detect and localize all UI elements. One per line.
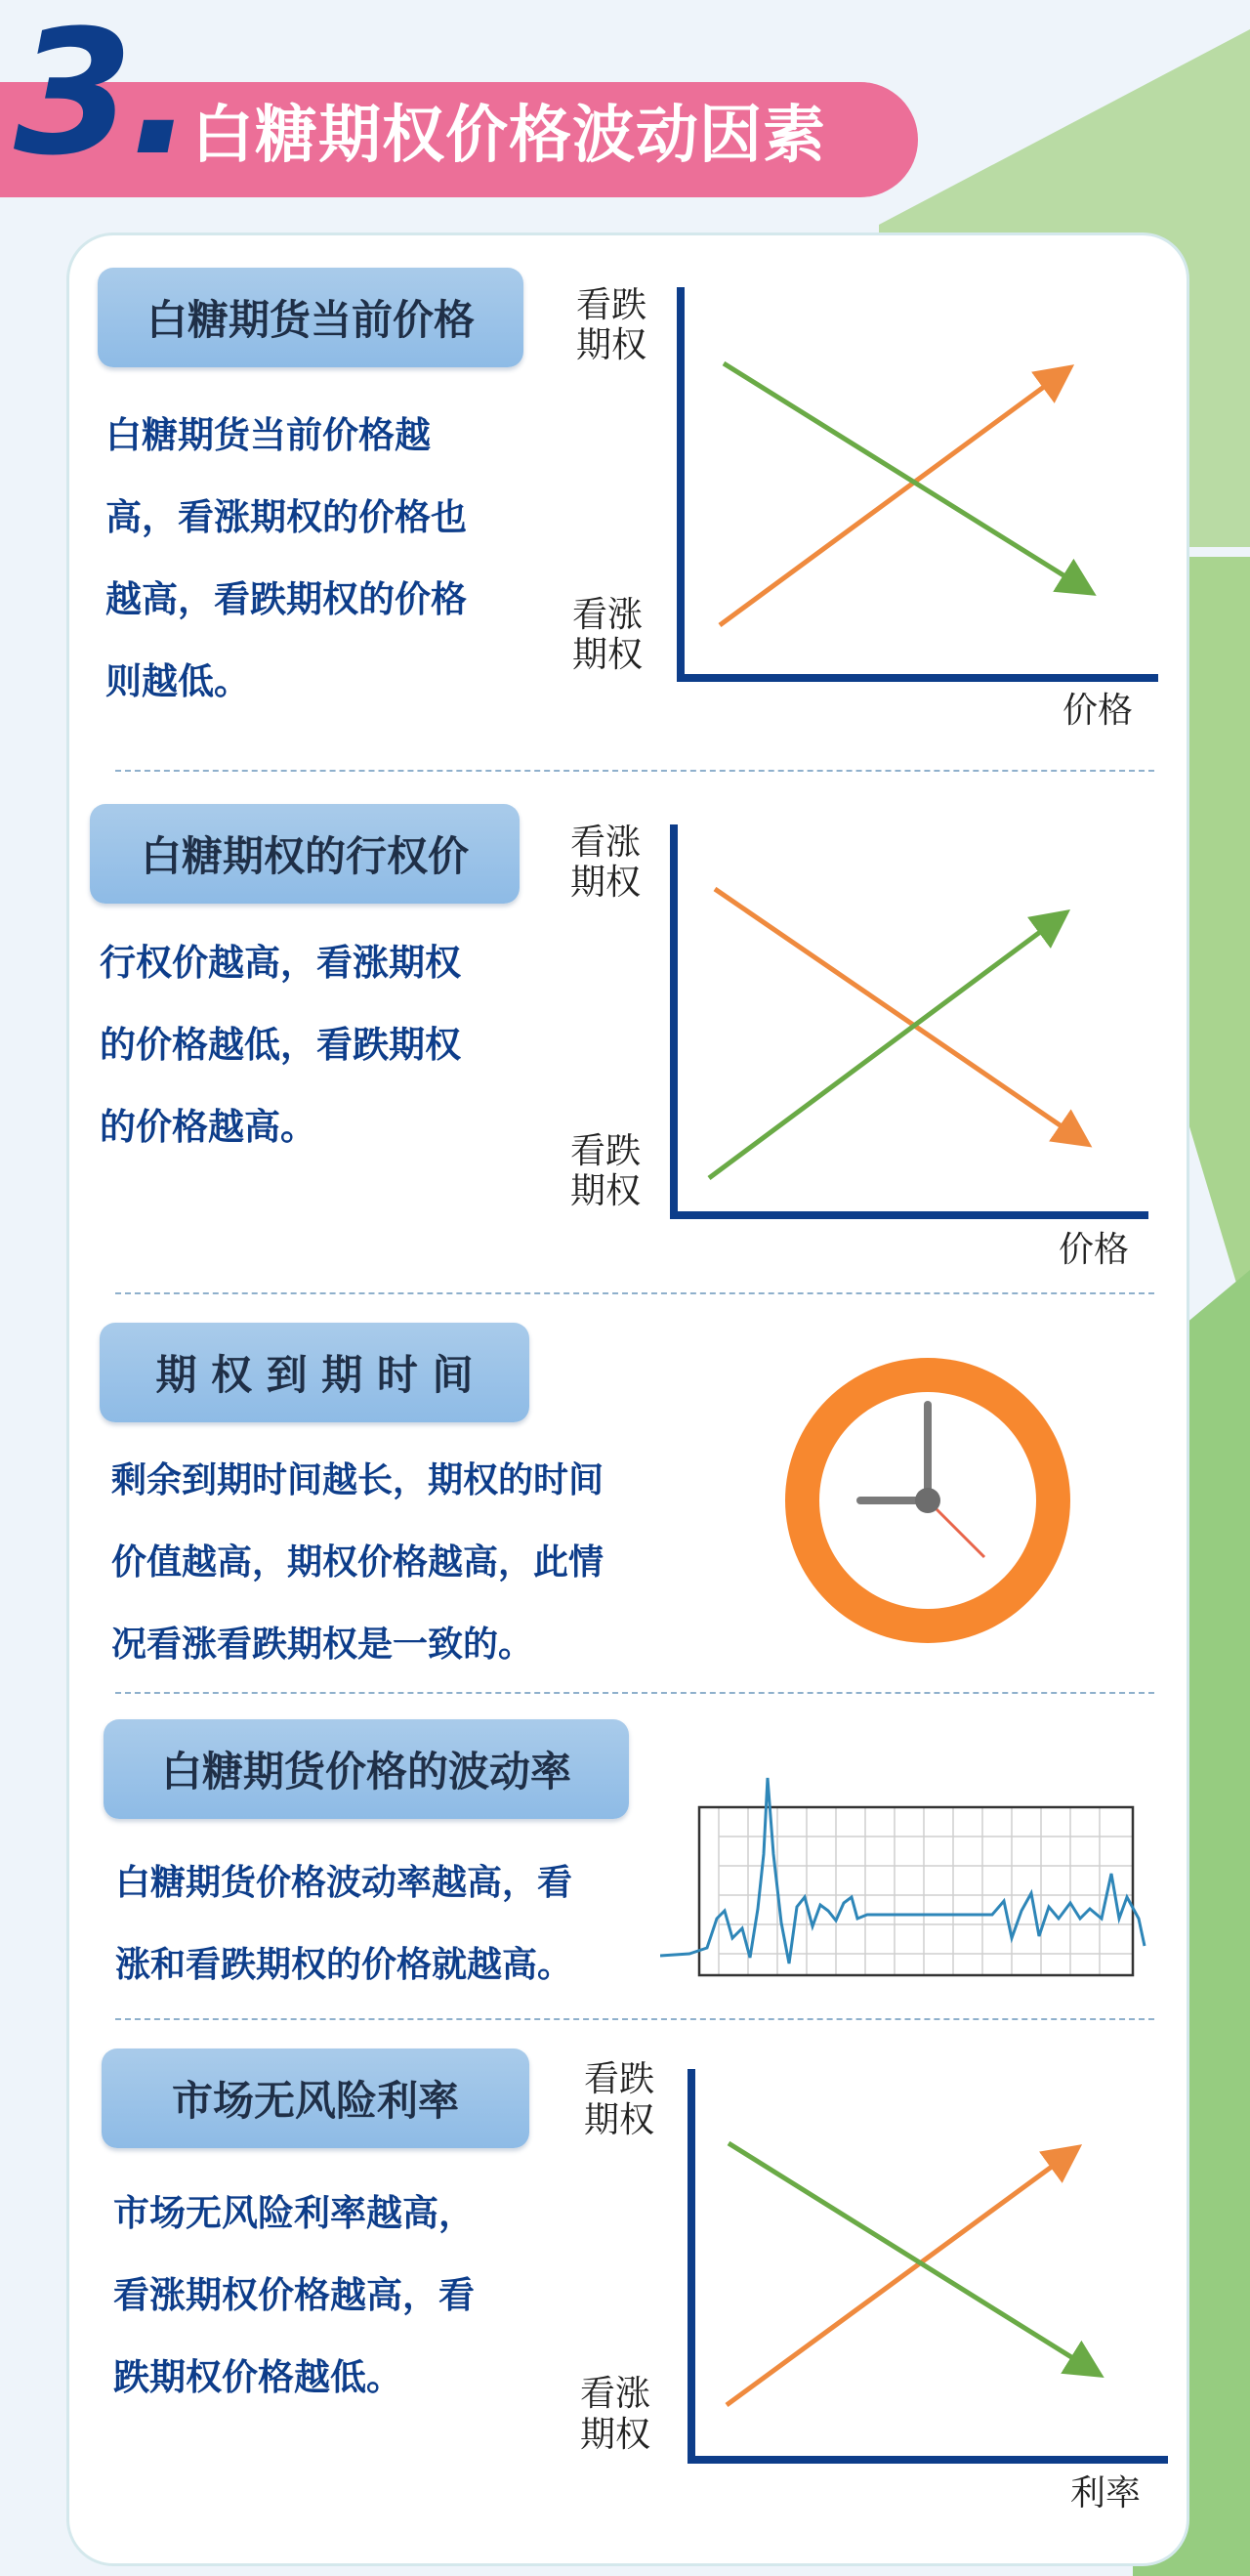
- x-axis-label: 利率: [1070, 2473, 1142, 2513]
- y-bottom-label-line2: 期权: [570, 1171, 642, 1211]
- clock-icon: [762, 1338, 1094, 1670]
- section-desc-volatility: [115, 1842, 572, 2006]
- section-divider: [115, 770, 1154, 772]
- desc-line: 则越低。: [105, 660, 250, 702]
- chart-risk-free-rate: [570, 2055, 1176, 2534]
- y-top-label-line1: 看跌: [576, 285, 647, 325]
- desc-line: 看涨期权价格越高，看: [113, 2274, 475, 2316]
- section-title-expiry-time: 期 权 到 期 时 间: [100, 1323, 529, 1422]
- desc-line: 况看涨看跌期权是一致的。: [111, 1625, 534, 1665]
- desc-line: 跌期权价格越低。: [113, 2356, 402, 2398]
- desc-line: 行权价越高，看涨期权: [100, 942, 461, 984]
- section-divider: [115, 2018, 1154, 2020]
- section-desc-expiry-time: [111, 1440, 604, 1686]
- section-divider: [115, 1692, 1154, 1694]
- section-title-futures-price: 白糖期货当前价格: [98, 268, 523, 367]
- desc-line: 越高，看跌期权的价格: [105, 578, 467, 620]
- call-line: [727, 2153, 1070, 2405]
- page-title: 白糖期权价格波动因素: [191, 100, 826, 172]
- desc-line: 价值越高，期权价格越高，此情: [111, 1542, 604, 1583]
- desc-line: 涨和看跌期权的价格就越高。: [115, 1945, 573, 1985]
- desc-line: 白糖期货当前价格越: [105, 414, 431, 456]
- call-line: [715, 889, 1080, 1139]
- desc-line: 高，看涨期权的价格也: [105, 496, 467, 538]
- y-top-label-line2: 期权: [576, 325, 647, 365]
- y-bottom-label-line1: 看跌: [570, 1131, 642, 1171]
- x-axis-label: 价格: [1062, 691, 1134, 731]
- put-line: [709, 918, 1059, 1178]
- page-header: [0, 0, 1250, 225]
- desc-line: 市场无风险利率越高，: [113, 2192, 475, 2234]
- desc-line: 的价格越高。: [100, 1106, 316, 1148]
- section-divider: [115, 1292, 1154, 1294]
- y-top-label-line2: 期权: [584, 2100, 655, 2140]
- section-desc-futures-price: [105, 395, 467, 723]
- chart-futures-price: [566, 274, 1172, 742]
- chart-strike-price: [562, 811, 1168, 1280]
- volatility-wave-icon: [660, 1772, 1148, 1987]
- desc-line: 白糖期货价格波动率越高，看: [115, 1863, 573, 1903]
- call-line: [720, 373, 1062, 625]
- section-title-volatility: 白糖期货价格的波动率: [104, 1719, 629, 1819]
- y-top-label-line2: 期权: [570, 863, 642, 903]
- desc-line: 剩余到期时间越长，期权的时间: [111, 1460, 604, 1500]
- y-bottom-label-line1: 看涨: [580, 2374, 651, 2414]
- y-top-label-line1: 看跌: [584, 2059, 655, 2099]
- section-number: 3.: [14, 0, 191, 193]
- section-desc-strike-price: [100, 922, 461, 1168]
- y-bottom-label-line2: 期权: [580, 2415, 651, 2455]
- y-top-label-line1: 看涨: [570, 823, 642, 863]
- x-axis-label: 价格: [1059, 1230, 1130, 1270]
- y-bottom-label-line2: 期权: [572, 635, 644, 675]
- y-bottom-label-line1: 看涨: [572, 595, 644, 635]
- desc-line: 的价格越低，看跌期权: [100, 1024, 461, 1066]
- section-title-risk-free-rate: 市场无风险利率: [102, 2048, 529, 2148]
- section-title-strike-price: 白糖期权的行权价: [90, 804, 520, 904]
- section-desc-risk-free-rate: [113, 2173, 475, 2419]
